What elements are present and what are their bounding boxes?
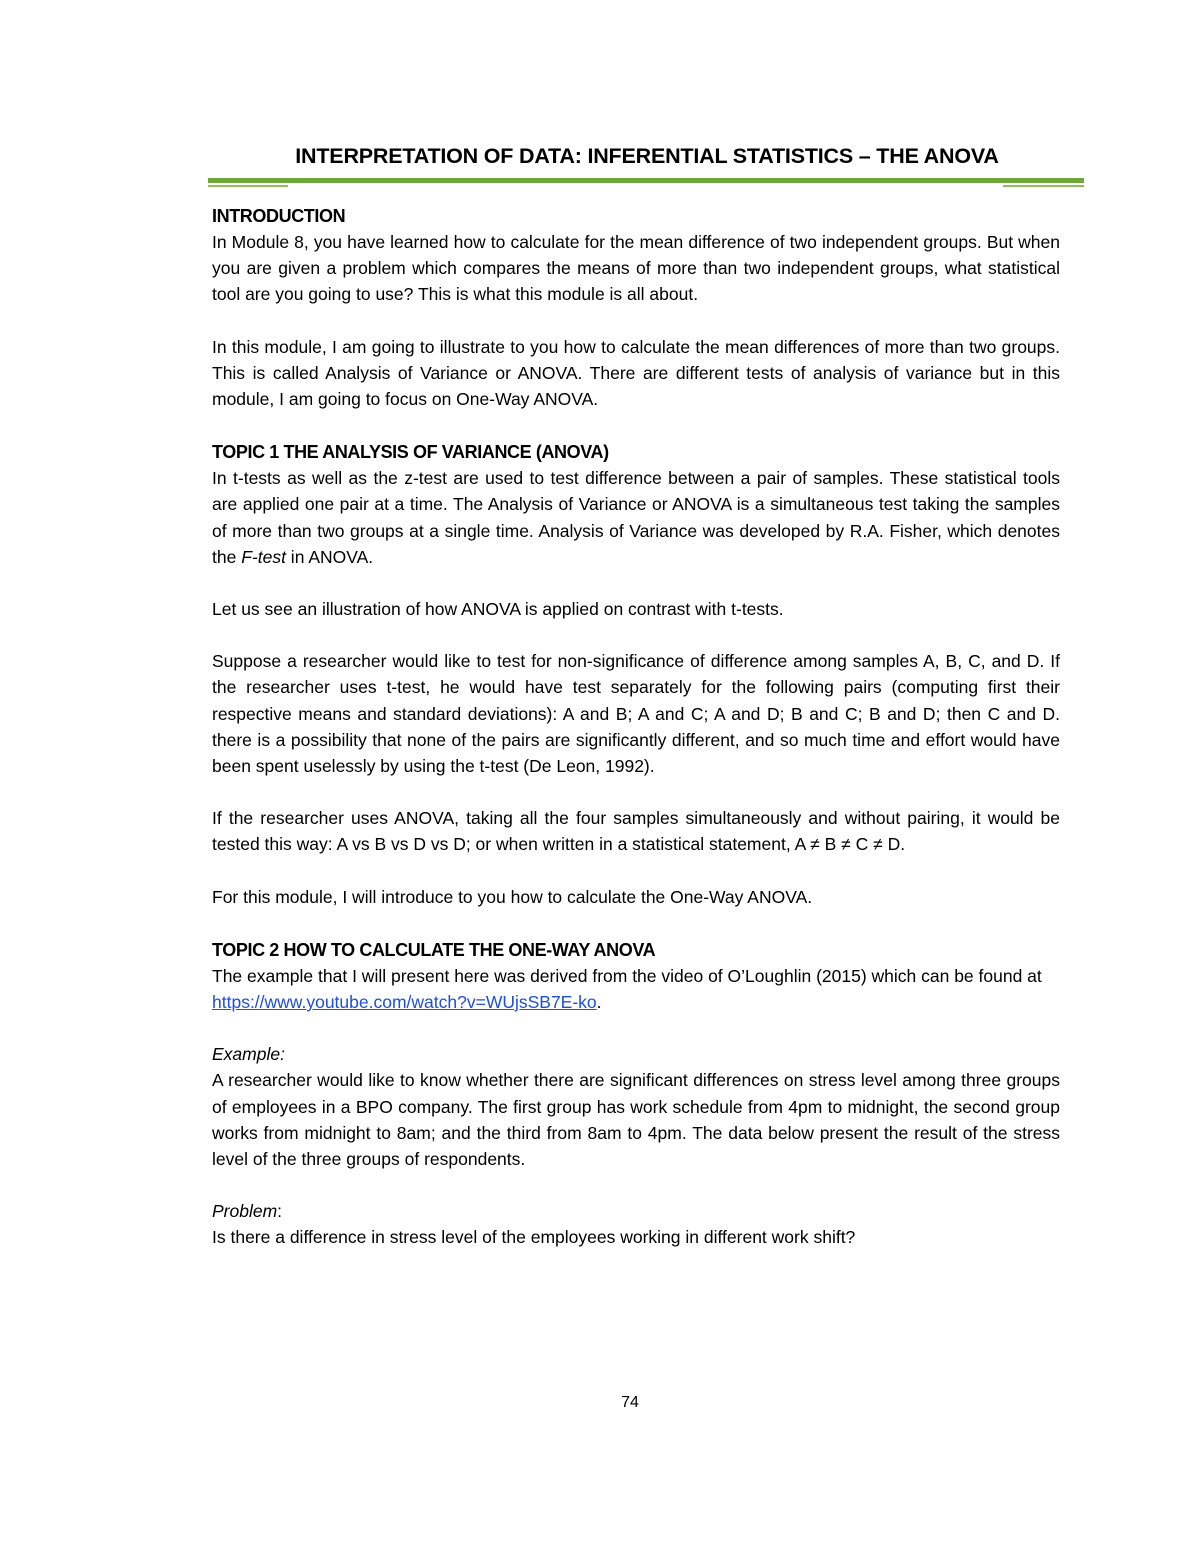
topic2-heading: TOPIC 2 HOW TO CALCULATE THE ONE-WAY ANOVA (212, 939, 656, 960)
topic1-heading: TOPIC 1 THE ANALYSIS OF VARIANCE (ANOVA) (212, 442, 609, 463)
topic1-paragraph: If the researcher uses ANOVA, taking all the four samples simultaneously and without pairing, it would be tested this way: A vs B vs D vs D; or when written in a statistical statement, A ≠ B ≠ C ≠ D. (212, 808, 1060, 855)
problem-paragraph: Is there a difference in stress level of the employees working in different work shift? (212, 1227, 856, 1248)
f-test-term: F-test (241, 546, 286, 567)
introduction-heading: INTRODUCTION (212, 206, 346, 226)
topic2-paragraph-text: The example that I will present here was derived from the video of O’Loughlin (2015) which can be found at (212, 965, 1042, 986)
topic2-paragraph (212, 963, 1060, 1015)
title-underline-accent-right (1003, 185, 1084, 187)
problem-label-text: Problem (212, 1201, 278, 1222)
topic1-paragraph: Let us see an illustration of how ANOVA is applied on contrast with t-tests. (212, 599, 784, 620)
example-paragraph: A researcher would like to know whether there are significant differences on stress level among three groups of employees in a BPO company. The first group has work schedule from 4pm to midnight, the second group works from midnight to 8am; and the third from 8am to 4pm. The data below present the result of the stress level of the three groups of respondents. (212, 1070, 1060, 1170)
document-body (212, 203, 1060, 1251)
page-number: 74 (621, 1394, 639, 1411)
document-title: INTERPRETATION OF DATA: INFERENTIAL STATISTICS – THE ANOVA (295, 144, 999, 168)
title-underline-accent-left (208, 185, 288, 187)
topic1-paragraph: Suppose a researcher would like to test for non-significance of difference among samples A, B, C, and D. If the researcher uses t-test, he would have test separately for the following pairs (computing first their respective means and standard deviations): A and B; A and C; A and D; B and C; B and D; then C and D. there is a possibility that none of the pairs are significantly different, and so much time and effort would have been spent uselessly by using the t-test (De Leon, 1992). (212, 651, 1060, 777)
topic2-paragraph-text-end: . (596, 992, 602, 1013)
topic1-paragraph (212, 465, 1060, 570)
problem-label (212, 1198, 1060, 1224)
topic1-paragraph: For this module, I will introduce to you how to calculate the One-Way ANOVA. (212, 886, 813, 907)
introduction-paragraph: In Module 8, you have learned how to calculate for the mean difference of two independent groups. But when you are given a problem which compares the means of more than two independent groups, what statistical tool are you going to use? This is what this module is all about. (212, 232, 1060, 305)
topic1-paragraph-text: In t-tests as well as the z-test are used to test difference between a pair of samples. These statistical tools are applied one pair at a time. The Analysis of Variance or ANOVA is a simultaneous test taking the samples of more than two groups at a single time. Analysis of Variance was developed by R.A. Fisher, which denotes the (212, 468, 1060, 567)
youtube-video-link[interactable]: https://www.youtube.com/watch?v=WUjsSB7E-ko (212, 992, 597, 1013)
introduction-paragraph: In this module, I am going to illustrate to you how to calculate the mean differences of more than two groups. This is called Analysis of Variance or ANOVA. There are different tests of analysis of variance but in this module, I am going to focus on One-Way ANOVA. (212, 336, 1060, 410)
title-underline (208, 178, 1084, 183)
problem-label-colon: : (277, 1201, 283, 1222)
example-label (212, 1041, 1060, 1067)
example-label-text: Example: (212, 1044, 285, 1065)
topic1-paragraph-text-end: in ANOVA. (285, 546, 374, 567)
